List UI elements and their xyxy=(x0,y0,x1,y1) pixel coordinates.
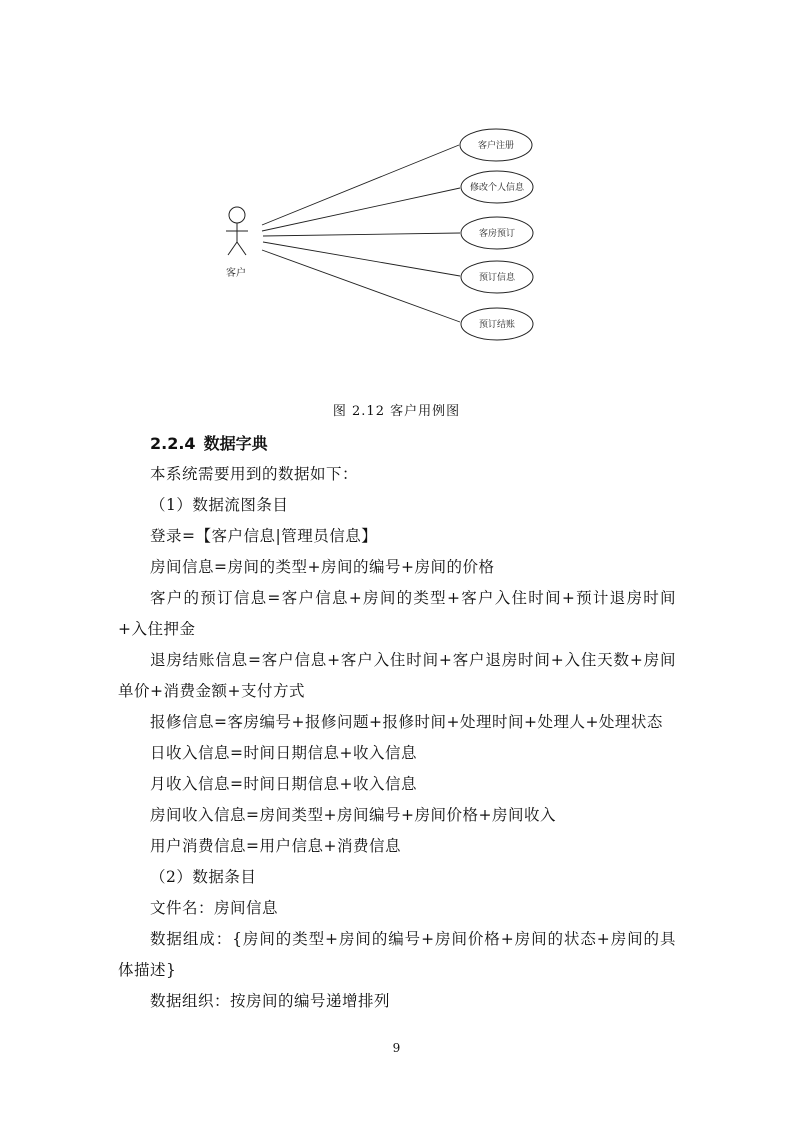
paragraph: 数据组织：按房间的编号递增排列 xyxy=(150,992,391,1010)
paragraph: （1）数据流图条目 xyxy=(150,496,289,514)
actor xyxy=(226,207,248,255)
paragraph: 报修信息=客房编号+报修问题+报修时间+处理时间+处理人+处理状态 xyxy=(150,713,663,731)
paragraph: 月收入信息=时间日期信息+收入信息 xyxy=(150,775,417,793)
paragraph: 日收入信息=时间日期信息+收入信息 xyxy=(150,744,417,762)
paragraph: 本系统需要用到的数据如下： xyxy=(150,465,359,483)
use-case-label: 修改个人信息 xyxy=(469,183,525,193)
use-case-label: 预订结账 xyxy=(478,320,516,330)
use-case-diagram xyxy=(0,0,793,400)
actor-label: 客户 xyxy=(226,268,246,279)
use-case-label: 客户注册 xyxy=(477,141,515,151)
section-title: 数据字典 xyxy=(203,434,268,453)
use-case-label: 客房预订 xyxy=(478,229,516,239)
use-case-label: 预订信息 xyxy=(478,273,516,283)
paragraph: 数据组成：{房间的类型+房间的编号+房间价格+房间的状态+房间的具体描述} xyxy=(118,930,676,979)
section-number: 2.2.4 xyxy=(150,434,196,453)
paragraph: 用户消费信息=用户信息+消费信息 xyxy=(150,837,401,855)
paragraph: 文件名：房间信息 xyxy=(150,899,279,917)
body-text xyxy=(118,459,676,1017)
paragraph: 退房结账信息=客户信息+客户入住时间+客户退房时间+入住天数+房间单价+消费金额+支付方式 xyxy=(118,651,676,700)
association-line xyxy=(263,242,460,276)
association-line xyxy=(262,250,460,322)
paragraph: （2）数据条目 xyxy=(150,868,257,886)
page-number: 9 xyxy=(392,1041,401,1055)
associations xyxy=(262,145,460,322)
actor-left-leg xyxy=(228,242,237,255)
association-line xyxy=(262,188,460,231)
paragraph: 登录=【客户信息|管理员信息】 xyxy=(150,527,378,545)
association-line xyxy=(263,233,460,236)
actor-head xyxy=(229,207,245,223)
figure-caption: 图 2.12 客户用例图 xyxy=(332,404,461,419)
actor-right-leg xyxy=(237,242,246,255)
paragraph: 房间收入信息=房间类型+房间编号+房间价格+房间收入 xyxy=(150,806,556,824)
paragraph: 客户的预订信息=客户信息+房间的类型+客户入住时间+预计退房时间+入住押金 xyxy=(118,589,676,638)
paragraph: 房间信息=房间的类型+房间的编号+房间的价格 xyxy=(150,558,495,576)
section-heading xyxy=(150,432,268,456)
association-line xyxy=(262,145,459,225)
